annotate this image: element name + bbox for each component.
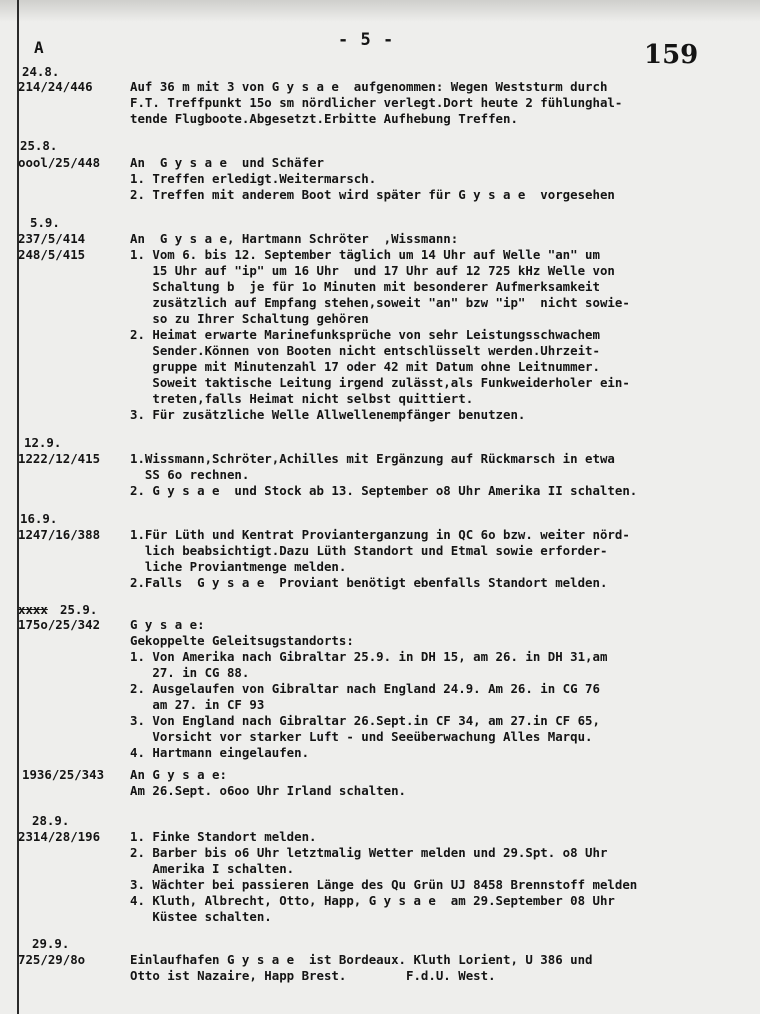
entry-line: Gekoppelte Geleitsugstandorts:: [130, 633, 354, 648]
entry-line: G y s a e:: [130, 617, 205, 632]
entry-line: liche Proviantmenge melden.: [130, 559, 347, 574]
entry-date-prefix-struck: xxxx: [18, 602, 48, 617]
entry-reference: 237/5/414: [18, 231, 86, 246]
entry-line: 2. Heimat erwarte Marinefunksprüche von sehr Leistungsschwachem: [130, 327, 600, 342]
entry-reference: 1936/25/343: [22, 767, 105, 782]
entry-date: 25.9.: [60, 602, 98, 617]
entry-line: Otto ist Nazaire, Happ Brest. F.d.U. West.: [130, 968, 496, 983]
entry-line: 1.Wissmann,Schröter,Achilles mit Ergänzung auf Rückmarsch in etwa: [130, 451, 615, 466]
entry-line: lich beabsichtigt.Dazu Lüth Standort und Etmal sowie erforder-: [130, 543, 608, 558]
entry-line: treten,falls Heimat nicht selbst quittiert.: [130, 391, 474, 406]
corner-mark: A: [34, 38, 44, 57]
entry-line: An G y s a e, Hartmann Schröter ,Wissmann:: [130, 231, 459, 246]
entry-line: 2. Barber bis o6 Uhr letztmalig Wetter melden und 29.Spt. o8 Uhr: [130, 845, 608, 860]
entry-line: Soweit taktische Leitung irgend zulässt,als Funkweiderholer ein-: [130, 375, 630, 390]
entry-date: 28.9.: [32, 813, 70, 828]
entry-date: 29.9.: [32, 936, 70, 951]
entry-line: F.T. Treffpunkt 15o sm nördlicher verlegt.Dort heute 2 fühlunghal-: [130, 95, 623, 110]
entry-line: 1.Für Lüth und Kentrat Provianterganzung in QC 6o bzw. weiter nörd-: [130, 527, 630, 542]
entry-line: 1. Finke Standort melden.: [130, 829, 317, 844]
page-top-edge: [0, 0, 760, 22]
entry-reference: 1222/12/415: [18, 451, 101, 466]
entry-line: 4. Kluth, Albrecht, Otto, Happ, G y s a e am 29.September 08 Uhr: [130, 893, 615, 908]
entry-reference: 1247/16/388: [18, 527, 101, 542]
entry-date: 5.9.: [30, 215, 60, 230]
entry-line: 1. Vom 6. bis 12. September täglich um 14 Uhr auf Welle "an" um: [130, 247, 600, 262]
entry-line: zusätzlich auf Empfang stehen,soweit "an" bzw "ip" nicht sowie-: [130, 295, 630, 310]
entry-line: Amerika I schalten.: [130, 861, 295, 876]
entry-line: 2.Falls G y s a e Proviant benötigt ebenfalls Standort melden.: [130, 575, 608, 590]
entry-line: SS 6o rechnen.: [130, 467, 250, 482]
entry-line: 27. in CG 88.: [130, 665, 250, 680]
entry-line: Schaltung b je für 1o Minuten mit besonderer Aufmerksamkeit: [130, 279, 600, 294]
entry-date: 16.9.: [20, 511, 58, 526]
entry-line: An G y s a e und Schäfer: [130, 155, 324, 170]
page-number: - 5 -: [338, 30, 395, 50]
entry-line: gruppe mit Minutenzahl 17 oder 42 mit Datum ohne Leitnummer.: [130, 359, 600, 374]
entry-line: 2. G y s a e und Stock ab 13. September o8 Uhr Amerika II schalten.: [130, 483, 638, 498]
entry-line: Am 26.Sept. o6oo Uhr Irland schalten.: [130, 783, 407, 798]
entry-reference: 175o/25/342: [18, 617, 101, 632]
entry-line: Auf 36 m mit 3 von G y s a e aufgenommen: Wegen Weststurm durch: [130, 79, 608, 94]
entry-reference: 2314/28/196: [18, 829, 101, 844]
entry-line: am 27. in CF 93: [130, 697, 265, 712]
entry-line: Küstee schalten.: [130, 909, 272, 924]
entry-date: 12.9.: [24, 435, 62, 450]
folio-number: 159: [644, 40, 699, 70]
entry-reference: 214/24/446: [18, 79, 93, 94]
entry-line: 1. Treffen erledigt.Weitermarsch.: [130, 171, 377, 186]
left-margin-line: [17, 0, 19, 1014]
entry-line: 3. Wächter bei passieren Länge des Qu Grün UJ 8458 Brennstoff melden: [130, 877, 638, 892]
entry-line: 15 Uhr auf "ip" um 16 Uhr und 17 Uhr auf 12 725 kHz Welle von: [130, 263, 615, 278]
entry-date: 25.8.: [20, 138, 58, 153]
entry-line: so zu Ihrer Schaltung gehören: [130, 311, 369, 326]
entry-line: An G y s a e:: [130, 767, 227, 782]
entry-line: tende Flugboote.Abgesetzt.Erbitte Aufhebung Treffen.: [130, 111, 518, 126]
entry-line: 1. Von Amerika nach Gibraltar 25.9. in DH 15, am 26. in DH 31,am: [130, 649, 608, 664]
entry-line: 3. Für zusätzliche Welle Allwellenempfänger benutzen.: [130, 407, 526, 422]
entry-line: 2. Treffen mit anderem Boot wird später für G y s a e vorgesehen: [130, 187, 615, 202]
entry-line: Vorsicht vor starker Luft - und Seeüberwachung Alles Marqu.: [130, 729, 593, 744]
entry-line: 2. Ausgelaufen von Gibraltar nach England 24.9. Am 26. in CG 76: [130, 681, 600, 696]
entry-line: 4. Hartmann eingelaufen.: [130, 745, 310, 760]
entry-line: Einlaufhafen G y s a e ist Bordeaux. Kluth Lorient, U 386 und: [130, 952, 593, 967]
entry-reference-secondary: 248/5/415: [18, 247, 86, 262]
entry-line: 3. Von England nach Gibraltar 26.Sept.in CF 34, am 27.in CF 65,: [130, 713, 600, 728]
entry-reference: 725/29/8o: [18, 952, 86, 967]
entry-line: Sender.Können von Booten nicht entschlüsselt werden.Uhrzeit-: [130, 343, 600, 358]
entry-reference: oool/25/448: [18, 155, 101, 170]
entry-date: 24.8.: [22, 64, 60, 79]
